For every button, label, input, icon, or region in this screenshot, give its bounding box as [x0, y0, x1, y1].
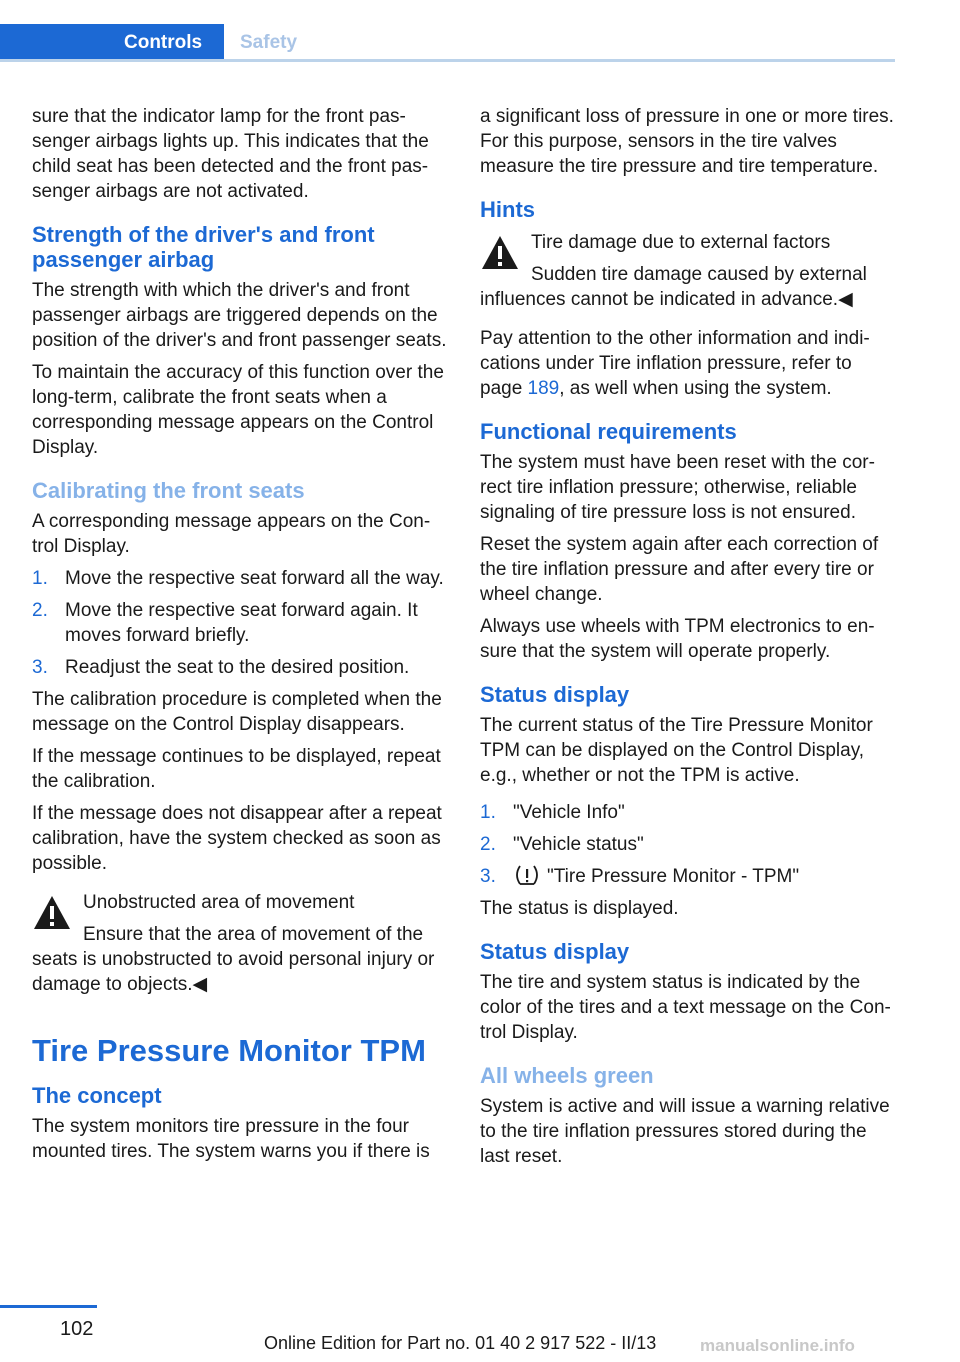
step-text: Move the respective seat forward again. It moves forward briefly.	[65, 600, 418, 646]
paragraph-func-2: Reset the system again after each correction of the tire inflation pressure and after every tire or wheel change.	[480, 534, 879, 605]
heading-functional-requirements: Functional requirements	[480, 419, 737, 444]
right-column	[480, 104, 898, 1176]
hint-text-b: , as well when using the system.	[559, 378, 832, 399]
list-item	[480, 832, 898, 857]
paragraph-func-1: The system must have been reset with the correct tire inflation pressure; otherwise, reliable signaling of tire pressure loss is not ensured.	[480, 452, 875, 523]
step-text: "Vehicle Info"	[513, 802, 625, 823]
paragraph-strength-2: To maintain the accuracy of this function over the long-term, calibrate the front seats when a corresponding message appears on the Control Display.	[32, 362, 444, 458]
warning-triangle-icon	[480, 234, 520, 272]
page-number: 102	[60, 1318, 94, 1340]
step-number: 2.	[32, 600, 48, 621]
paragraph-calibrating: A corresponding message appears on the Control Display.	[32, 511, 431, 557]
step-number: 1.	[32, 568, 48, 589]
tab-controls[interactable]: Controls	[0, 24, 224, 62]
paragraph-status-2: The tire and system status is indicated by the color of the tires and a text message on the Control Display.	[480, 972, 891, 1043]
warning-box-tire-damage	[480, 230, 898, 312]
list-item	[32, 566, 450, 591]
step-number: 1.	[480, 802, 496, 823]
paragraph-continued: a significant loss of pressure in one or more tires. For this purpose, sensors in the tire valves measure the tire pressure and tire temperature.	[480, 106, 894, 177]
intro-paragraph: sure that the indicator lamp for the front passenger airbags lights up. This indicates that the child seat has been detected and the front passenger airbags are not activated.	[32, 106, 429, 202]
step-text: "Vehicle status"	[513, 834, 644, 855]
footer-rule	[0, 1305, 97, 1308]
warning-body: Ensure that the area of movement of the seats is unobstructed to avoid personal injury or damage to objects.◀	[32, 924, 435, 995]
watermark: manualsonline.info	[700, 1336, 855, 1355]
paragraph-concept: The system monitors tire pressure in the four mounted tires. The system warns you if there is	[32, 1116, 430, 1162]
step-number: 2.	[480, 834, 496, 855]
header-tabbar	[0, 24, 895, 62]
heading-tpm: Tire Pressure Monitor TPM	[32, 1033, 426, 1068]
list-item	[32, 598, 450, 648]
heading-hints: Hints	[480, 197, 535, 222]
paragraph-after-2: If the message continues to be displayed, repeat the calibration.	[32, 746, 441, 792]
paragraph-strength-1: The strength with which the driver's and front passenger airbags are triggered depends on the position of the driver's and front passenger seats.	[32, 280, 447, 351]
calibration-steps	[32, 566, 450, 680]
step-number: 3.	[480, 866, 496, 887]
paragraph-func-3: Always use wheels with TPM electronics to ensure that the system will operate properly.	[480, 616, 875, 662]
heading-airbag-strength: Strength of the driver's and front passenger airbag	[32, 222, 375, 272]
tab-safety[interactable]: Safety	[240, 32, 298, 53]
heading-all-wheels-green: All wheels green	[480, 1063, 654, 1088]
paragraph-status-after: The status is displayed.	[480, 898, 679, 919]
step-text: Move the respective seat forward all the way.	[65, 568, 444, 589]
paragraph-status-1: The current status of the Tire Pressure Monitor TPM can be displayed on the Control Display, e.g., whether or not the TPM is active.	[480, 715, 873, 786]
paragraph-all-wheels-green: System is active and will issue a warning relative to the tire inflation pressures stored during the last reset.	[480, 1096, 890, 1167]
heading-calibrating: Calibrating the front seats	[32, 478, 305, 503]
page-link[interactable]: 189	[527, 378, 560, 399]
heading-concept: The concept	[32, 1083, 162, 1108]
warning-title: Unobstructed area of movement	[83, 892, 355, 913]
left-column	[32, 104, 450, 1171]
step-text: "Tire Pressure Monitor - TPM"	[547, 866, 800, 887]
header-rule	[0, 59, 895, 62]
hint-text-a: Pay attention to the other information and indications under Tire inflation pressure, refer to page	[480, 328, 870, 399]
warning-box-movement	[32, 890, 450, 997]
status-steps	[480, 800, 898, 889]
warning-triangle-icon	[32, 894, 72, 932]
step-number: 3.	[32, 657, 48, 678]
edition-text: Online Edition for Part no. 01 40 2 917 522 - II/13	[264, 1333, 657, 1353]
warning-title: Tire damage due to external factors	[531, 232, 831, 253]
heading-status-display-1: Status display	[480, 682, 630, 707]
paragraph-hint	[480, 326, 898, 401]
list-item	[32, 655, 450, 680]
tire-pressure-icon	[513, 864, 541, 886]
step-text: Readjust the seat to the desired position.	[65, 657, 410, 678]
paragraph-after-3: If the message does not disappear after a repeat calibration, have the system checked as soon as possible.	[32, 803, 442, 874]
heading-status-display-2: Status display	[480, 939, 630, 964]
warning-body: Sudden tire damage caused by external influences cannot be indicated in advance.◀	[480, 264, 867, 310]
paragraph-after-1: The calibration procedure is completed when the message on the Control Display disappears.	[32, 689, 442, 735]
list-item	[480, 800, 898, 825]
list-item	[480, 864, 898, 889]
